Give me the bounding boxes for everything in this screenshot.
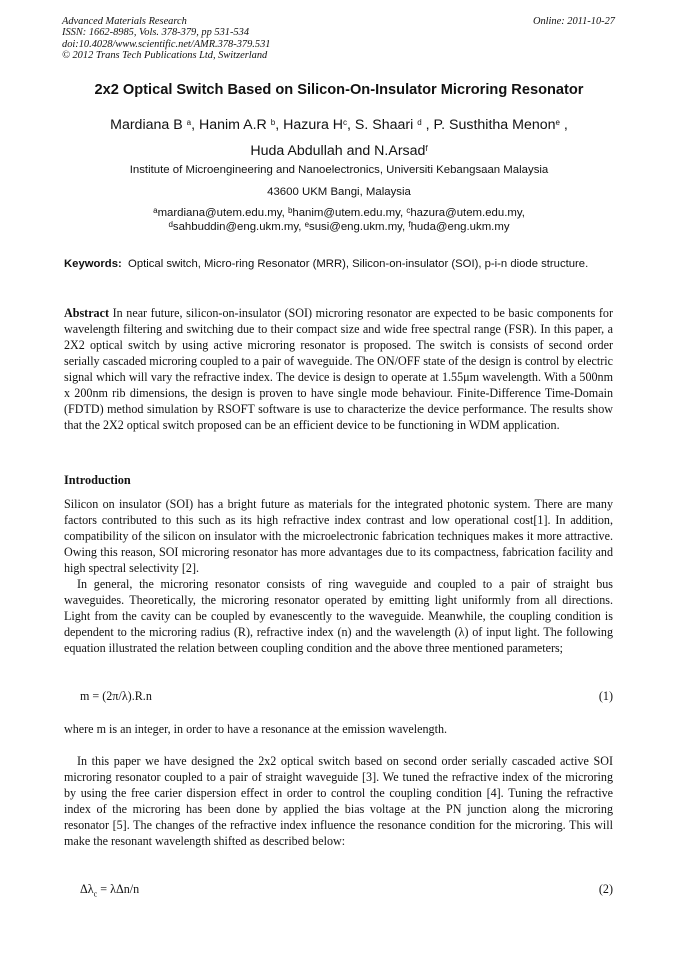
issn-line: ISSN: 1662-8985, Vols. 378-379, pp 531-534 (62, 27, 250, 39)
journal-header (62, 16, 270, 62)
author: Huda Abdullah and N.Arsad$^f$ (250, 143, 428, 159)
author: Hazura $H^c$, (283, 117, 355, 133)
paragraph: where m is an integer, in order to have a resonance at the emission wavelength. (64, 722, 448, 736)
author: S. Shaari $^d$ , (354, 117, 434, 133)
affiliation-address: 43600 UKM Bangi, Malaysia (267, 186, 411, 198)
keywords-text: Optical switch, Micro-ring Resonator (MRR), Silicon-on-insulator (SOI), p-i-n diode structure. (128, 258, 589, 270)
abstract-label: Abstract (64, 306, 110, 320)
paragraph: In this paper we have designed the 2x2 optical switch based on second order serially cascaded active SOI microring resonator coupled to a pair of straight waveguide [3]. We tuned the refractive index of the microring by using the free carier dispersion effect in order to control the coupling condition [4]. Tuning the refractive index of the microring has been done by applied the bias voltage at the PN junction along the microring resonator [5]. The changes of the refractive index influence the resonance condition for the microring. This will make the resonant wavelength shifted as described below: (64, 754, 613, 848)
affiliation-institute: Institute of Microengineering and Nanoelectronics, Universiti Kebangsaan Malaysia (129, 164, 549, 176)
paragraph: Silicon on insulator (SOI) has a bright future as materials for the integrated photonic system. There are many factors contributed to this such as its high refractive index contrast and low operational cost[1]. In addition, compatibility of the silicon on insulator with the microelectronic fabrication techniques makes it more attractive. Owing this reason, SOI microring resonator has more advantages due to its compactness, fabrication facility and high spectral selectivity [2]. (64, 497, 613, 575)
author-emails (0, 206, 678, 234)
introduction-body-continued (64, 753, 613, 849)
equation-number: (1) (598, 689, 613, 703)
equation-text: $\Delta\lambda_c = \lambda\Delta n/n$ (80, 882, 140, 899)
email[interactable]: $^d$sahbuddin@eng.ukm.my, (168, 220, 305, 233)
abstract-text: In near future, silicon-on-insulator (SOI) microring resonator are expected to be basic components for wavelength filtering and switching due to their compact size and wide free spectral range (FSR). In this paper, a 2X2 optical switch by using active microring resonator is proposed. The switch is consists of second order serially cascaded microring coupled to a pair of waveguide. The ON/OFF state of the design is control by electric signal which will vary the refractive index. The device is design to operate at 1.55μm wavelength. With a 500nm x 200nm rib dimensions, the design is proven to have single mode behaviour. Finite-Difference Time-Domain (FDTD) method simulation by RSOFT software is use to characterize the device performance. The results show that the 2X2 optical switch proposed can be an efficient device to be functioning in WDM application. (64, 306, 613, 432)
author-list (40, 115, 638, 159)
author: Hanim A.R $^b$, (198, 117, 284, 133)
section-heading-introduction: Introduction (64, 473, 131, 487)
introduction-body (64, 496, 613, 656)
email[interactable]: $^c$hazura@utem.edu.my, (406, 206, 525, 219)
abstract-section (64, 305, 613, 433)
online-date: Online: 2011-10-27 (532, 16, 615, 27)
keywords-section (64, 257, 613, 272)
paragraph: In general, the microring resonator consists of ring waveguide and coupled to a pair of straight bus waveguides. Theoretically, the microring resonator operated by emitting light uniformly from all directions. Light from the cavity can be coupled by evanescently to the waveguide. Meanwhile, the coupling condition is dependent to the microring radius (R), refractive index (n) and the wavelength (λ) of input light. The following equation illustrated the relation between coupling condition and the above three mentioned parameters; (64, 577, 613, 655)
doi-line: doi:10.4028/www.scientific.net/AMR.378-379.531 (62, 38, 271, 50)
email[interactable]: $^a$mardiana@utem.edu.my, (153, 206, 288, 219)
journal-name: Advanced Materials Research (62, 16, 187, 27)
author: P. Susthitha Menon$^e$ , (433, 117, 568, 133)
email[interactable]: $^f$huda@eng.ukm.my (408, 220, 510, 233)
email[interactable]: $^b$hanim@utem.edu.my, (287, 206, 407, 219)
paper-title: 2x2 Optical Switch Based on Silicon-On-Insulator Microring Resonator (94, 82, 584, 98)
copyright-line: © 2012 Trans Tech Publications Ltd, Switzerland (62, 50, 268, 62)
equation-text: m = (2π/λ).R.n (80, 689, 152, 703)
email[interactable]: $^e$susi@eng.ukm.my, (304, 220, 409, 233)
keywords-label: Keywords: (64, 258, 122, 270)
author: Mardiana B $^a$, (110, 117, 199, 133)
equation-number: (2) (598, 882, 613, 896)
